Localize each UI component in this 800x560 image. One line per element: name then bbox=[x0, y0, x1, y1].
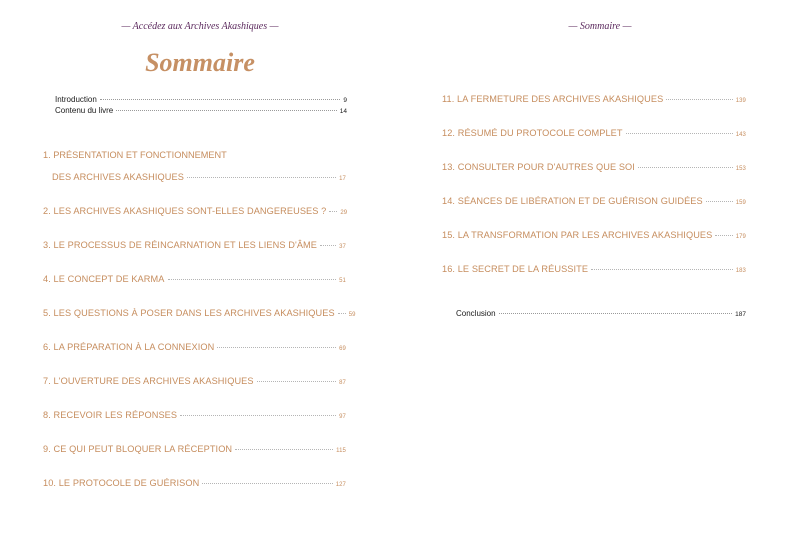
toc-entry-conclusion[interactable] bbox=[456, 309, 746, 318]
dot-leader bbox=[626, 133, 733, 134]
toc-entry-label: 16. LE SECRET DE LA RÉUSSITE bbox=[442, 264, 589, 274]
page-title: Sommaire bbox=[145, 48, 255, 77]
toc-entry-label: Conclusion bbox=[456, 309, 496, 318]
toc-chapter-11[interactable] bbox=[442, 94, 746, 104]
toc-entry-label: 6. LA PRÉPARATION À LA CONNEXION bbox=[43, 342, 215, 352]
dot-leader bbox=[235, 449, 333, 450]
toc-chapter-5[interactable] bbox=[43, 308, 356, 318]
toc-chapter-2[interactable] bbox=[43, 206, 346, 216]
toc-entry-label: 3. LE PROCESSUS DE RÉINCARNATION ET LES LIENS D'ÂME bbox=[43, 240, 318, 250]
dot-leader bbox=[116, 110, 337, 111]
toc-page-number: 187 bbox=[735, 311, 746, 318]
toc-entry-label: 13. CONSULTER POUR D'AUTRES QUE SOI bbox=[442, 162, 635, 172]
toc-entry-label: DES ARCHIVES AKASHIQUES bbox=[52, 172, 184, 182]
running-header: — Accédez aux Archives Akashiques — bbox=[121, 21, 279, 32]
right-page bbox=[400, 0, 800, 560]
toc-entry-label: 12. RÉSUMÉ DU PROTOCOLE COMPLET bbox=[442, 128, 623, 138]
dot-leader bbox=[591, 269, 733, 270]
toc-page-number: 97 bbox=[339, 414, 346, 420]
toc-page-number: 179 bbox=[735, 234, 746, 240]
toc-page-number: 87 bbox=[339, 380, 346, 386]
dot-leader bbox=[338, 313, 346, 314]
toc-entry-introduction[interactable] bbox=[55, 95, 347, 104]
toc-chapter-14[interactable] bbox=[442, 196, 746, 206]
toc-chapter-12[interactable] bbox=[442, 128, 746, 138]
toc-entry-label: 8. RECEVOIR LES RÉPONSES bbox=[43, 410, 178, 420]
dot-leader bbox=[202, 483, 332, 484]
dot-leader bbox=[187, 177, 336, 178]
toc-chapter-4[interactable] bbox=[43, 274, 346, 284]
toc-page-number: 139 bbox=[735, 98, 746, 104]
toc-entry-label: 11. LA FERMETURE DES ARCHIVES AKASHIQUES bbox=[442, 94, 664, 104]
toc-entry-label: Contenu du livre bbox=[55, 106, 114, 115]
dot-leader bbox=[320, 245, 336, 246]
toc-chapter-9[interactable] bbox=[43, 444, 346, 454]
dot-leader bbox=[638, 167, 733, 168]
toc-entry-label: 14. SÉANCES DE LIBÉRATION ET DE GUÉRISON GUIDÉES bbox=[442, 196, 703, 206]
toc-page-number: 143 bbox=[735, 132, 746, 138]
toc-chapter-3[interactable] bbox=[43, 240, 346, 250]
toc-entry-label: 4. LE CONCEPT DE KARMA bbox=[43, 274, 165, 284]
toc-chapter-7[interactable] bbox=[43, 376, 346, 386]
toc-entry-label: Introduction bbox=[55, 95, 97, 104]
toc-entry-label: 2. LES ARCHIVES AKASHIQUES SONT-ELLES DANGEREUSES ? bbox=[43, 206, 327, 216]
toc-page-number: 51 bbox=[339, 278, 346, 284]
toc-chapter-16[interactable] bbox=[442, 264, 746, 274]
dot-leader bbox=[217, 347, 336, 348]
toc-chapter-1-line1[interactable]: 1. PRÉSENTATION ET FONCTIONNEMENT bbox=[43, 150, 227, 160]
toc-page-number: 115 bbox=[336, 448, 346, 454]
toc-chapter-6[interactable] bbox=[43, 342, 346, 352]
toc-entry-label: 9. CE QUI PEUT BLOQUER LA RÉCEPTION bbox=[43, 444, 233, 454]
toc-page-number: 37 bbox=[339, 244, 346, 250]
dot-leader bbox=[180, 415, 336, 416]
toc-page-number: 17 bbox=[339, 176, 346, 182]
toc-page-number: 14 bbox=[339, 108, 347, 115]
toc-chapter-13[interactable] bbox=[442, 162, 746, 172]
dot-leader bbox=[329, 211, 337, 212]
dot-leader bbox=[706, 201, 733, 202]
toc-page-number: 127 bbox=[335, 482, 346, 488]
toc-chapter-10[interactable] bbox=[43, 478, 346, 488]
running-header: — Sommaire — bbox=[568, 21, 632, 32]
toc-page-number: 29 bbox=[340, 210, 348, 216]
toc-entry-label: 5. LES QUESTIONS À POSER DANS LES ARCHIVES AKASHIQUES bbox=[43, 308, 335, 318]
dot-leader bbox=[100, 99, 341, 100]
dot-leader bbox=[257, 381, 336, 382]
toc-entry-contenu[interactable] bbox=[55, 106, 347, 115]
toc-entry-label: 7. L'OUVERTURE DES ARCHIVES AKASHIQUES bbox=[43, 376, 254, 386]
toc-page-number: 69 bbox=[339, 346, 346, 352]
toc-chapter-1[interactable] bbox=[52, 172, 346, 182]
dot-leader bbox=[168, 279, 337, 280]
toc-chapter-15[interactable] bbox=[442, 230, 746, 240]
toc-page-number: 159 bbox=[735, 200, 746, 206]
toc-chapter-8[interactable] bbox=[43, 410, 346, 420]
dot-leader bbox=[499, 313, 733, 314]
dot-leader bbox=[666, 99, 732, 100]
toc-page-number: 183 bbox=[735, 268, 746, 274]
toc-entry-label: 10. LE PROTOCOLE DE GUÉRISON bbox=[43, 478, 200, 488]
toc-page-number: 59 bbox=[348, 312, 356, 318]
toc-entry-label: 15. LA TRANSFORMATION PAR LES ARCHIVES AKASHIQUES bbox=[442, 230, 713, 240]
toc-page-number: 153 bbox=[735, 166, 746, 172]
toc-page-number: 9 bbox=[343, 97, 347, 104]
dot-leader bbox=[715, 235, 732, 236]
